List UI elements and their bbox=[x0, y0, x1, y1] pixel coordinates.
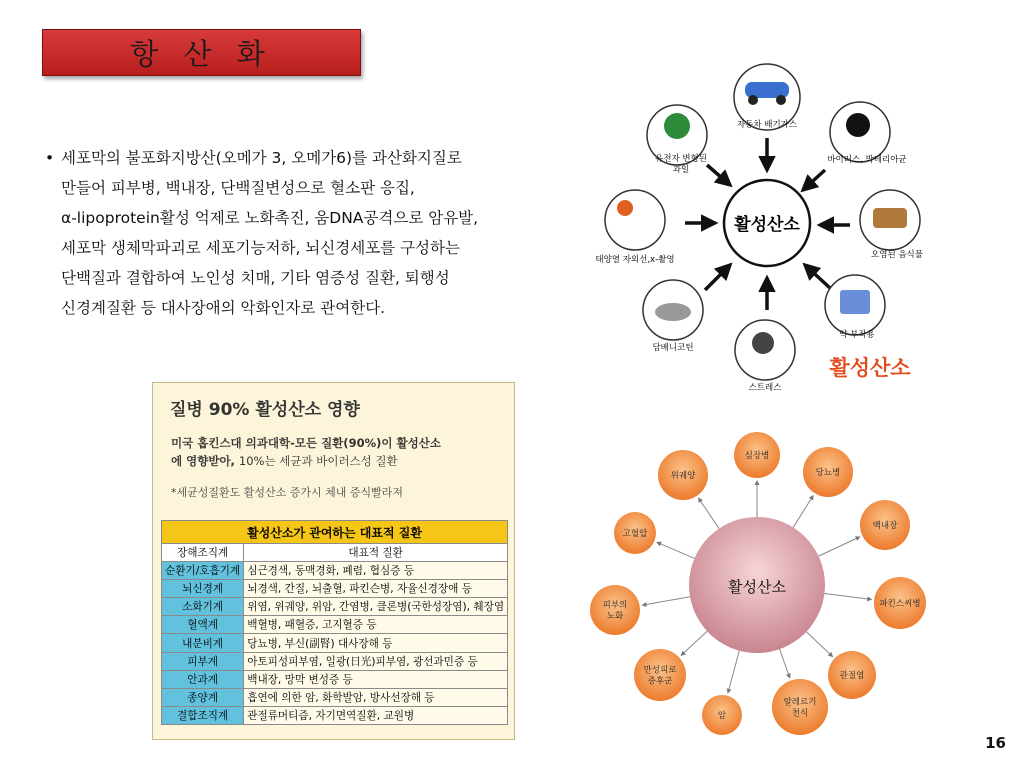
spoke-arrow bbox=[681, 631, 707, 655]
page-number: 16 bbox=[985, 734, 1006, 752]
disease-bubble-label: 증후군 bbox=[647, 676, 673, 687]
pill-icon bbox=[840, 290, 870, 314]
source-label: 스트레스 bbox=[748, 383, 782, 393]
title-banner bbox=[42, 29, 361, 76]
source-label: 약 부작용 bbox=[839, 330, 875, 340]
source-food bbox=[860, 190, 924, 260]
disease-bubble-label: 백내장 bbox=[872, 521, 898, 531]
table-caption: 활성산소가 관여하는 대표적 질환 bbox=[162, 521, 508, 544]
row-diseases: 백내장, 망막 변성증 등 bbox=[244, 670, 508, 688]
row-category: 피부계 bbox=[162, 652, 244, 670]
source-label: 오염된 음식물 bbox=[871, 250, 923, 260]
source-virus bbox=[827, 102, 907, 165]
table-row bbox=[162, 616, 508, 634]
spoke-arrow bbox=[819, 537, 860, 556]
para-line: 세포막의 불포화지방산(오메가 3, 오메가6)를 과산화지질로 bbox=[61, 149, 462, 167]
source-label: 과일 bbox=[672, 165, 690, 175]
spoke-arrow bbox=[657, 542, 694, 558]
row-category: 안과계 bbox=[162, 670, 244, 688]
arrow bbox=[805, 265, 830, 288]
disease-bubble-label: 암 bbox=[717, 711, 727, 721]
table-row bbox=[162, 688, 508, 706]
disease-bubble-label: 당뇨병 bbox=[815, 468, 841, 478]
table-row bbox=[162, 580, 508, 598]
stress-icon bbox=[752, 332, 774, 354]
subtitle-rest-part: 10%는 세균과 바이러스성 질환 bbox=[238, 454, 398, 468]
source-sun bbox=[595, 190, 674, 265]
source-tobacco bbox=[643, 280, 703, 353]
slide-title: 항 산 화 bbox=[130, 37, 273, 71]
source-stress bbox=[735, 320, 795, 393]
radical-disease-diagram bbox=[590, 425, 970, 745]
spoke-arrow bbox=[806, 632, 832, 657]
virus-icon bbox=[846, 113, 870, 137]
source-car bbox=[734, 64, 800, 130]
disease-bubble-label: 알레르기 bbox=[783, 697, 817, 708]
spoke-arrow bbox=[824, 593, 871, 599]
arrow bbox=[707, 165, 730, 185]
spoke-arrow bbox=[699, 498, 719, 528]
radical-sources-diagram bbox=[585, 60, 965, 400]
row-diseases: 흡연에 의한 암, 화학발암, 방사선장해 등 bbox=[244, 688, 508, 706]
source-drug bbox=[825, 275, 885, 340]
disease-bubble-label: 천식 bbox=[791, 708, 809, 719]
sun-icon bbox=[617, 200, 633, 216]
watermelon-icon bbox=[664, 113, 690, 139]
row-diseases: 아토피성피부염, 일광(日光)피부염, 광선과민증 등 bbox=[244, 652, 508, 670]
disease-bubble-label: 위궤양 bbox=[670, 471, 696, 481]
arrow bbox=[803, 170, 825, 190]
table-row bbox=[162, 670, 508, 688]
disease-bubble-label: 관절염 bbox=[839, 671, 865, 681]
arrow bbox=[705, 265, 730, 290]
row-diseases: 심근경색, 동맥경화, 폐렴, 협심증 등 bbox=[244, 562, 508, 580]
food-icon bbox=[873, 208, 907, 228]
disease-info-panel bbox=[152, 382, 515, 740]
source-label: 담배니코틴 bbox=[652, 343, 694, 353]
row-category: 소화기계 bbox=[162, 598, 244, 616]
panel-heading: 질병 90% 활성산소 영향 bbox=[170, 400, 360, 420]
spoke-arrow bbox=[728, 651, 739, 693]
subtitle-bold-part: 에 영향받아, bbox=[171, 454, 239, 468]
para-line: 세포막 생체막파괴로 세포기능저하, 뇌신경세포를 구성하는 bbox=[61, 239, 460, 257]
disease-bubble-label: 만성피로 bbox=[643, 665, 677, 676]
panel-subtitle-2 bbox=[171, 453, 398, 469]
source-label: 바이러스, 박테리아균 bbox=[827, 155, 907, 165]
table-row bbox=[162, 652, 508, 670]
disease-bubble-label: 노화 bbox=[606, 611, 624, 622]
ashtray-icon bbox=[655, 303, 691, 321]
bullet-glyph: • bbox=[45, 149, 55, 167]
table-row bbox=[162, 562, 508, 580]
row-diseases: 위염, 위궤양, 위암, 간염병, 클론병(국한성장염), 췌장염 bbox=[244, 598, 508, 616]
source-label: 유전자 변형된 bbox=[655, 154, 707, 164]
table-row bbox=[162, 598, 508, 616]
spoke-arrow bbox=[780, 649, 790, 678]
disease-bubble-label: 파킨스씨병 bbox=[879, 599, 921, 609]
row-diseases: 관절류머티즘, 자기면역질환, 교원병 bbox=[244, 706, 508, 724]
row-diseases: 뇌경색, 간질, 뇌출혈, 파킨슨병, 자율신경장애 등 bbox=[244, 580, 508, 598]
para-line: 만들어 피부병, 백내장, 단백질변성으로 혈소판 응집, bbox=[61, 179, 415, 197]
para-line: 신경계질환 등 대사장애의 악화인자로 관여한다. bbox=[61, 299, 386, 317]
panel-subtitle-1: 미국 홉킨스대 의과대학-모든 질환(90%)이 활성산소 bbox=[171, 436, 441, 450]
stamp-label: 활성산소 bbox=[829, 356, 911, 380]
panel-note: *세균성질환도 활성산소 증가시 체내 증식빨라져 bbox=[171, 486, 404, 499]
col-header-disease: 대표적 질환 bbox=[244, 544, 508, 562]
row-category: 결합조직계 bbox=[162, 706, 244, 724]
disease-bubble-label: 심장병 bbox=[744, 451, 770, 461]
para-line: α-lipoprotein활성 억제로 노화촉진, 움DNA공격으로 암유발, bbox=[61, 209, 479, 227]
row-category: 순환기/호흡기계 bbox=[162, 562, 244, 580]
disease-bubble-label: 피부의 bbox=[602, 600, 628, 611]
table-row bbox=[162, 706, 508, 724]
row-category: 내분비계 bbox=[162, 634, 244, 652]
spoke-arrow bbox=[643, 597, 690, 605]
para-line: 단백질과 결합하여 노인성 치매, 기타 염증성 질환, 퇴행성 bbox=[61, 269, 450, 287]
row-category: 종양계 bbox=[162, 688, 244, 706]
body-paragraph bbox=[45, 143, 545, 323]
center-bubble-label: 활성산소 bbox=[728, 578, 786, 596]
disease-bubble-label: 고혈압 bbox=[622, 529, 648, 539]
source-label: 태양열 자외선,x-촬영 bbox=[595, 255, 675, 265]
row-diseases: 당뇨병, 부신(副腎) 대사장해 등 bbox=[244, 634, 508, 652]
row-category: 뇌신경계 bbox=[162, 580, 244, 598]
table-row bbox=[162, 634, 508, 652]
disease-table bbox=[161, 520, 508, 725]
row-diseases: 백혈병, 패혈증, 고지혈증 등 bbox=[244, 616, 508, 634]
center-label: 활성산소 bbox=[734, 215, 800, 235]
spoke-arrow bbox=[793, 496, 813, 528]
row-category: 혈액계 bbox=[162, 616, 244, 634]
source-label: 자동차 배기가스 bbox=[736, 120, 798, 130]
col-header-system: 장해조직계 bbox=[162, 544, 244, 562]
source-gmo-fruit bbox=[647, 105, 707, 175]
